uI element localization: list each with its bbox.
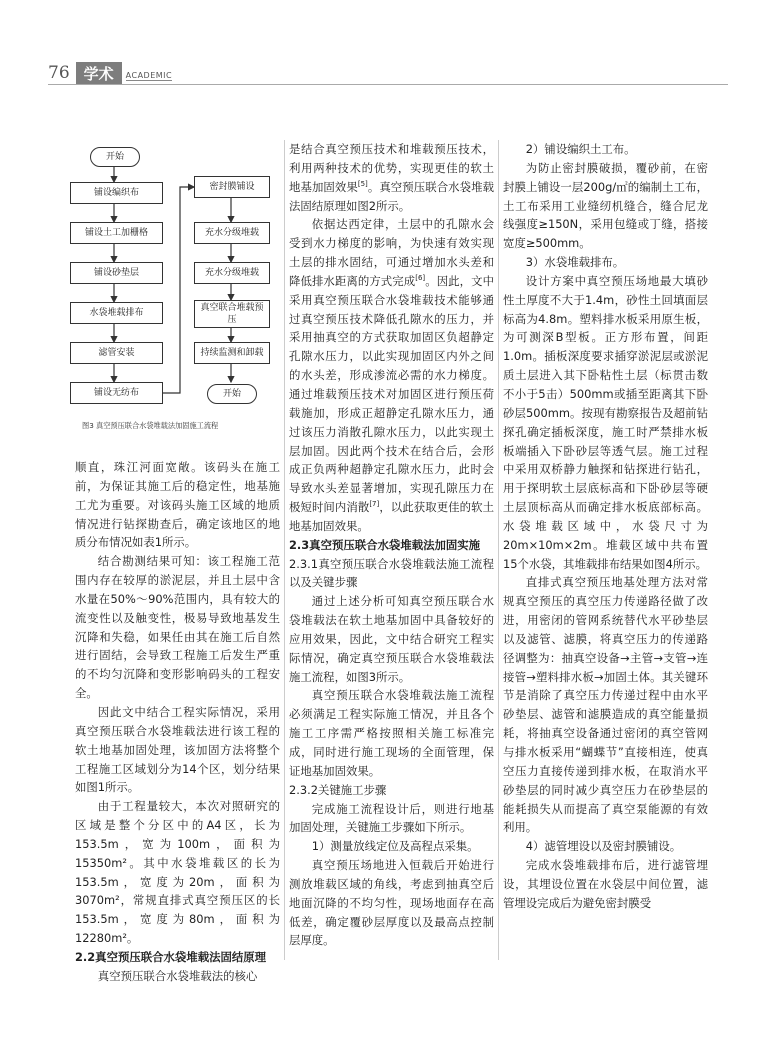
paragraph: 由于工程量较大，本次对照研究的区域是整个分区中的A4区，长为153.5m，宽为100m，面积为15350m²。其中水袋堆载区的长为153.5m，宽度为20m，面积为3070m²，常规直排式真空预压区的长153.5m，宽度为80m，面积为12280m²。 xyxy=(75,799,280,946)
paragraph: 直排式真空预压地基处理方法对常规真空预压的真空压力传递路径做了改进，用密闭的管网系统替代水平砂垫层以及滤管、滤膜，将真空压力的传递路径调整为：抽真空设备→主管→支管→连接管→塑料排水板→加固土体。其关键环节是消除了真空压力传递过程中由水平砂垫层、滤管和滤膜造成的真空能量损耗，将抽真空设备通过密闭的真空管网与排水板采用“蝴蝶节”直接相连，使真空压力直接传递到排水板，在取消水平砂垫层的同时减少真空压力在砂垫层的能耗损失从而提高了真空泵能源的有效利用。 xyxy=(503,575,708,835)
step-heading: 1）测量放线定位及高程点采集。 xyxy=(311,839,479,854)
paragraph: 真空预压场地进入恒载后开始进行测放堆载区域的角线，考虑到抽真空后地面沉降的不均匀性，现场地面存在高低差，确定覆砂层厚度以及最高点控制层厚度。 xyxy=(289,858,494,948)
flow-node-r5: 持续监测和卸载 xyxy=(194,342,270,364)
flow-node-s5: 滤管安装 xyxy=(70,342,163,364)
column-2 xyxy=(289,140,494,950)
subsection-heading: 2.3.1真空预压联合水袋堆载法施工流程以及关键步骤 xyxy=(289,556,494,590)
paragraph: 完成水袋堆载排布后，进行滤管埋设，其埋设位置在水袋层中间位置，滤管埋设完成后为避免密封膜受 xyxy=(503,858,708,910)
section-label-en: ACADEMIC xyxy=(125,71,173,80)
paragraph: 完成施工流程设计后，则进行地基加固处理，关键施工步骤如下所示。 xyxy=(289,801,494,835)
text-run: 。因此，文中采用真空预压联合水袋堆载技术能够通过真空预压技术降低孔隙水的压力，并采用抽真空的方式获取加固区负超静定孔隙水压力，以此实现加固区内外之间的水头差，形成渗流必需的水力梯度。通过堆载预压技术对加固区进行预压荷载施加，形成正超静定孔隙水压力，通过该压力消散孔隙水压力，以此实现土层加固。因此两个技术在结合后，会形成正负两种超静定孔隙水压力，此时会导致水头差显著增加，实现孔隙压力在极短时间内消散 xyxy=(289,273,494,515)
flow-node-r1: 密封膜铺设 xyxy=(194,176,270,198)
step-heading: 4）滤管埋设以及密封膜铺设。 xyxy=(525,839,682,854)
paragraph: 真空预压联合水袋堆载法的核心 xyxy=(97,968,258,983)
paragraph xyxy=(289,140,494,215)
citation: [5] xyxy=(357,179,368,188)
flow-node-s3: 铺设砂垫层 xyxy=(70,262,163,284)
column-3 xyxy=(503,140,708,913)
flow-node-r3: 充水分级堆载 xyxy=(194,262,270,284)
step-heading: 3）水袋堆载排布。 xyxy=(525,255,625,270)
text-run: 是结合真空预压技术和堆载预压技术，利用两种技术的优势，实现更佳的软土地基加固效果 xyxy=(289,142,494,194)
text-run: 依据达西定律，土层中的孔隙水会受到水力梯度的影响，为快速有效实现土层的排水固结，可通过增加水头差和降低排水距离的方式完成 xyxy=(289,217,494,288)
paragraph: 顺直，珠江河面宽敞。该码头在施工前，为保证其施工后的稳定性，地基施工尤为重要。对该码头施工区域的地质情况进行钻探勘查后，确定该地区的地质分布情况如表1所示。 xyxy=(75,460,280,550)
paragraph: 为防止密封膜破损，覆砂前，在密封膜上铺设一层200g/㎡的编制土工布，土工布采用工业缝纫机缝合，缝合尼龙线强度≥150N，采用包缝或丁缝，搭接宽度≥500mm。 xyxy=(503,160,708,251)
flow-node-end: 开始 xyxy=(207,384,257,404)
column-divider xyxy=(284,140,285,960)
header-rule xyxy=(48,84,728,85)
flowchart-figure xyxy=(70,140,280,430)
flow-node-r4: 真空联合堆载预压 xyxy=(194,300,270,328)
running-header xyxy=(48,62,172,84)
flow-node-s4: 水袋堆载排布 xyxy=(70,302,163,324)
flow-node-r2: 充水分级堆载 xyxy=(194,222,270,244)
citation: [6] xyxy=(415,274,426,283)
flow-node-s1: 铺设编织布 xyxy=(70,182,163,204)
page-number: 76 xyxy=(48,63,70,83)
paragraph xyxy=(289,215,494,535)
flow-node-s6: 铺设无纺布 xyxy=(70,382,163,404)
step-heading: 2）铺设编织土工布。 xyxy=(525,142,636,156)
citation: [7] xyxy=(369,500,380,509)
column-1 xyxy=(75,458,280,986)
flow-node-start: 开始 xyxy=(90,147,140,167)
paragraph: 通过上述分析可知真空预压联合水袋堆载法在软土地基加固中具备较好的应用效果，因此，文中结合研究工程实际情况，确定真空预压联合水袋堆载法施工流程，如图3所示。 xyxy=(289,594,494,684)
column-divider xyxy=(498,140,499,960)
figure-caption: 图3 真空预压联合水袋堆载法加固施工流程 xyxy=(82,421,219,430)
paragraph: 结合勘测结果可知：该工程施工范围内存在较厚的淤泥层，并且土层中含水量在50%～90%范围内，具有较大的流变性以及触变性，极易导致地基发生沉降和失稳，如果任由其在施工后自然进行固结，会导致工程施工后发生严重的不均匀沉降和变形影响码头的工程安全。 xyxy=(75,554,280,701)
section-heading: 2.2真空预压联合水袋堆载法固结原理 xyxy=(75,949,267,964)
section-label: 学术 xyxy=(76,62,122,85)
flow-node-s2: 铺设土工加栅格 xyxy=(70,222,163,244)
section-heading: 2.3真空预压联合水袋堆载法加固实施 xyxy=(289,537,481,552)
text-run: 。真空预压联合水袋堆载法固结原理如图2所示。 xyxy=(289,179,494,213)
paragraph: 设计方案中真空预压场地最大填砂性土厚度不大于1.4m，砂性土回填面层标高为4.8m。塑料排水板采用原生板，为可测深B型板。正方形布置，间距1.0m。插板深度要求插穿淤泥层或淤泥质土层进入其下卧粘性土层（标贯击数不小于5击）500mm或插至距离其下卧砂层500mm。按现有勘察报告及超前钻探孔确定插板深度，施工时严禁排水板板端插入下卧砂层等透气层。施工过程中采用双桥静力触探和钻探进行钻孔，用于探明软土层底标高和下卧砂层等硬土层顶标高从而确定排水板底部标高。水袋堆载区域中，水袋尺寸为20m×10m×2m。堆载区域中共布置15个水袋，其堆载排布结果如图4所示。 xyxy=(503,273,708,571)
paragraph: 真空预压联合水袋堆载法施工流程必须满足工程实际施工情况，并且各个施工工序需严格按照相关施工标准完成，同时进行施工现场的全面管理，保证地基加固效果。 xyxy=(289,688,494,778)
paragraph: 因此文中结合工程实际情况，采用真空预压联合水袋堆载法进行该工程的软土地基加固处理，该加固方法将整个工程施工区域划分为14个区，划分结果如图1所示。 xyxy=(75,704,280,795)
subsection-heading: 2.3.2关键施工步骤 xyxy=(289,782,387,797)
text-run: ，以此获取更佳的软土地基加固效果。 xyxy=(289,500,494,533)
